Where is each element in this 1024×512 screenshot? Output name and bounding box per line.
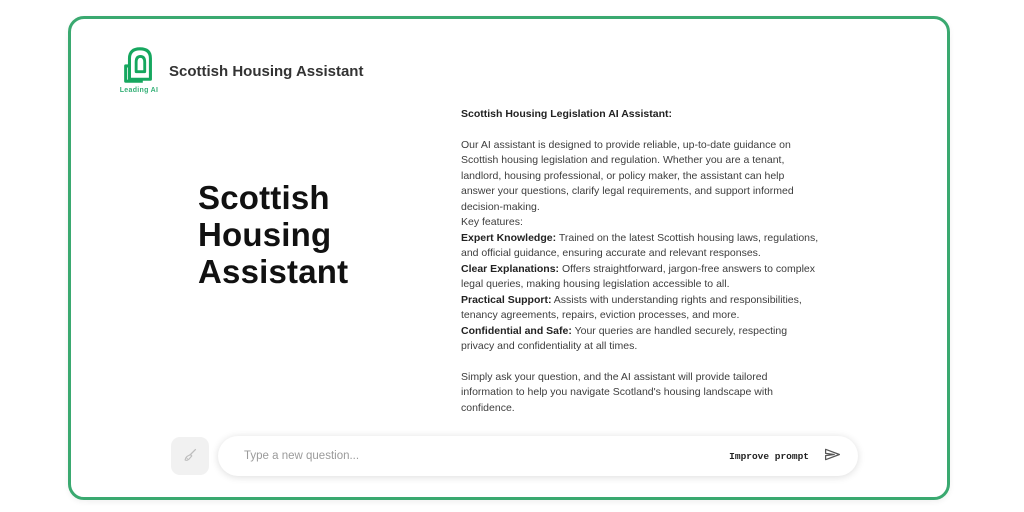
broom-icon	[181, 446, 199, 467]
feature-label: Confidential and Safe:	[461, 324, 572, 337]
key-features-label: Key features:	[461, 216, 523, 228]
hero-title-line: Assistant	[198, 253, 349, 290]
feature-label: Clear Explanations:	[461, 262, 560, 275]
feature-text: Assists with understanding rights and responsibilities, tenancy agreements, repairs, eviction processes, and more.	[461, 293, 802, 321]
intro-text-block	[461, 107, 821, 416]
arch-logo-icon	[113, 45, 165, 85]
feature-item	[461, 262, 821, 293]
paper-plane-icon	[823, 446, 842, 466]
composer-bar	[171, 436, 861, 476]
feature-text: Your queries are handled securely, respecting privacy and confidentiality at all times.	[461, 324, 788, 352]
question-input-pill	[218, 436, 858, 476]
brand-logo	[113, 45, 165, 94]
feature-text: Trained on the latest Scottish housing laws, regulations, and official guidance, ensuring accurate and relevant responses.	[461, 231, 819, 259]
feature-label: Practical Support:	[461, 293, 552, 306]
feature-item	[461, 293, 821, 324]
intro-closing: Simply ask your question, and the AI assistant will provide tailored information to help you navigate Scotland's housing landscape with confidence.	[461, 370, 773, 414]
feature-label: Expert Knowledge:	[461, 231, 557, 244]
feature-item	[461, 324, 821, 355]
feature-text: Offers straightforward, jargon-free answers to complex legal queries, making housing legislation accessible to all.	[461, 262, 816, 290]
app-frame	[68, 16, 950, 500]
feature-item	[461, 231, 821, 262]
hero-title-line: Scottish	[198, 179, 330, 216]
hero-title	[198, 179, 348, 290]
question-input[interactable]	[244, 450, 729, 462]
app-title: Scottish Housing Assistant	[169, 63, 364, 80]
intro-heading: Scottish Housing Legislation AI Assistant:	[461, 108, 672, 120]
hero-title-line: Housing	[198, 216, 332, 253]
brand-logo-caption: Leading AI	[119, 87, 159, 94]
intro-paragraph: Our AI assistant is designed to provide reliable, up-to-date guidance on Scottish housing legislation and regulation. Whether you are a tenant, landlord, housing professional, or policy maker, the assistant can help answer your questions, clarify legal requirements, and support informed decision-making.	[461, 138, 794, 213]
clear-chat-button[interactable]	[171, 437, 209, 475]
improve-prompt-button[interactable]: Improve prompt	[729, 450, 809, 462]
send-button[interactable]	[823, 446, 842, 466]
